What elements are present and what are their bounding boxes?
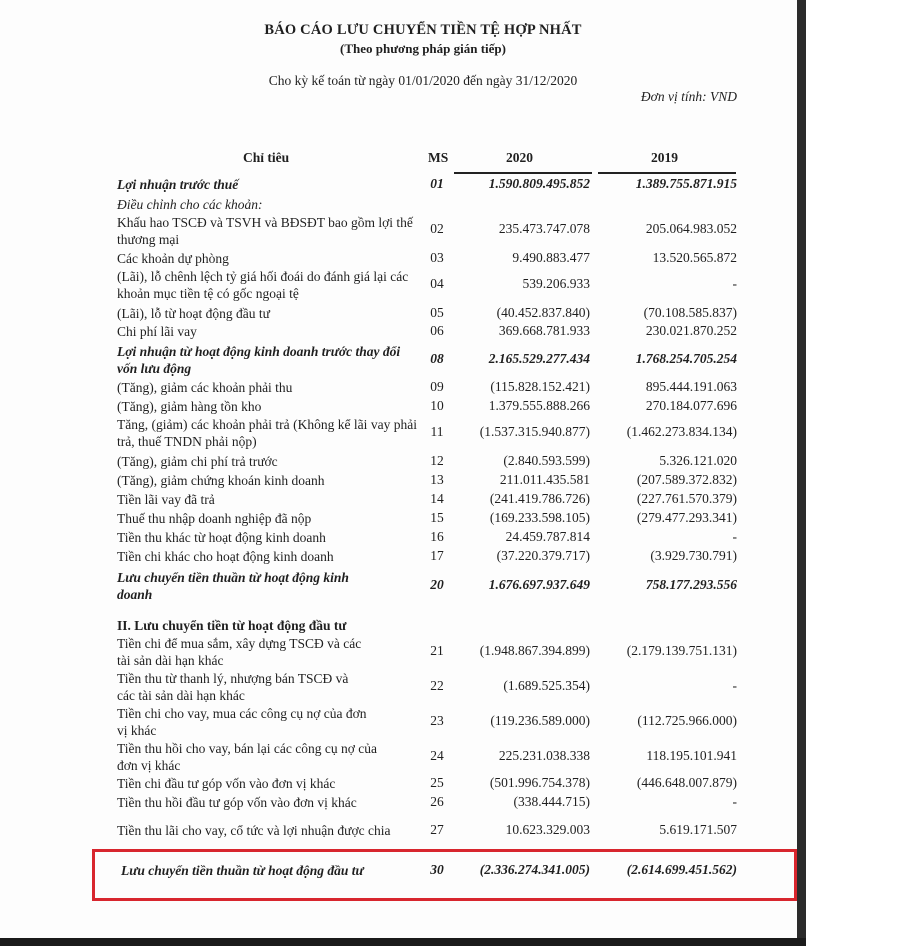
row-value-2020: (1.948.867.394.899) bbox=[479, 643, 590, 658]
column-header-code: MS bbox=[428, 150, 449, 165]
row-value-2019: (3.929.730.791) bbox=[650, 548, 737, 563]
row-value-2020: 539.206.933 bbox=[522, 276, 590, 291]
row-label: Tiền chi khác cho hoạt động kinh doanh bbox=[117, 549, 334, 564]
currency-unit: Đơn vị tính: VND bbox=[640, 89, 737, 104]
row-value-2020: 1.379.555.888.266 bbox=[488, 398, 590, 413]
row-value-2020: (338.444.715) bbox=[513, 794, 590, 809]
row-value-2020: 2.165.529.277.434 bbox=[488, 351, 590, 366]
row-value-2020: 211.011.435.581 bbox=[499, 472, 590, 487]
row-value-2019: 895.444.191.063 bbox=[645, 379, 737, 394]
row-value-2020: 10.623.329.003 bbox=[505, 822, 590, 837]
row-label: Tiền thu hồi cho vay, bán lại các công cụ nợ của đơn vị khác bbox=[117, 741, 377, 773]
row-code: 02 bbox=[430, 221, 444, 236]
row-value-2019: 118.195.101.941 bbox=[646, 748, 737, 763]
row-code: 22 bbox=[430, 678, 444, 693]
row-label: (Tăng), giảm các khoản phải thu bbox=[117, 380, 293, 395]
report-subtitle: (Theo phương pháp gián tiếp) bbox=[340, 41, 506, 56]
row-value-2019: 13.520.565.872 bbox=[652, 250, 737, 265]
row-code: 01 bbox=[430, 176, 444, 191]
row-value-2019: 758.177.293.556 bbox=[645, 577, 737, 592]
row-label: Tiền lãi vay đã trả bbox=[117, 492, 215, 507]
row-code: 09 bbox=[430, 379, 444, 394]
row-code: 30 bbox=[430, 862, 444, 877]
row-value-2019: - bbox=[732, 529, 737, 544]
row-label: Khấu hao TSCĐ và TSVH và BĐSĐT bao gồm lợi thế thương mại bbox=[117, 215, 413, 247]
row-value-2020: (169.233.598.105) bbox=[489, 510, 590, 525]
row-code: 26 bbox=[430, 794, 444, 809]
row-label: Tiền thu hồi đầu tư góp vốn vào đơn vị khác bbox=[117, 795, 357, 810]
row-code: 23 bbox=[430, 713, 444, 728]
bottom-edge bbox=[0, 938, 806, 946]
row-code: 03 bbox=[430, 250, 444, 265]
row-value-2020: (40.452.837.840) bbox=[496, 305, 590, 320]
row-label: (Tăng), giảm chi phí trả trước bbox=[117, 454, 278, 469]
row-label: Tiền chi cho vay, mua các công cụ nợ của đơn vị khác bbox=[117, 706, 367, 738]
row-label: Tiền thu khác từ hoạt động kinh doanh bbox=[117, 530, 326, 545]
row-label: Lưu chuyển tiền thuần từ hoạt động đầu tư bbox=[121, 863, 364, 878]
row-label: Thuế thu nhập doanh nghiệp đã nộp bbox=[117, 511, 312, 526]
row-value-2019: 270.184.077.696 bbox=[645, 398, 737, 413]
row-label: Tiền chi để mua sắm, xây dựng TSCĐ và các tài sản dài hạn khác bbox=[117, 636, 362, 668]
row-code: 20 bbox=[430, 577, 444, 592]
row-label: Các khoản dự phòng bbox=[117, 251, 229, 266]
row-value-2019: (227.761.570.379) bbox=[636, 491, 737, 506]
row-value-2020: 24.459.787.814 bbox=[505, 529, 590, 544]
row-value-2019: (207.589.372.832) bbox=[636, 472, 737, 487]
row-value-2019: 1.389.755.871.915 bbox=[635, 176, 737, 191]
row-value-2020: (37.220.379.717) bbox=[496, 548, 590, 563]
row-value-2020: (1.689.525.354) bbox=[503, 678, 590, 693]
row-value-2019: (279.477.293.341) bbox=[636, 510, 737, 525]
row-value-2019: - bbox=[732, 794, 737, 809]
margin-area bbox=[806, 0, 900, 946]
row-value-2020: (119.236.589.000) bbox=[490, 713, 590, 728]
row-value-2019: 5.619.171.507 bbox=[659, 822, 737, 837]
row-code: 08 bbox=[430, 351, 444, 366]
row-code: 10 bbox=[430, 398, 444, 413]
row-label: Lưu chuyển tiền thuần từ hoạt động kinh doanh bbox=[117, 570, 349, 602]
row-value-2020: (501.996.754.378) bbox=[489, 775, 590, 790]
row-code: 12 bbox=[430, 453, 444, 468]
row-value-2020: 1.676.697.937.649 bbox=[488, 577, 590, 592]
row-value-2020: (1.537.315.940.877) bbox=[479, 424, 590, 439]
row-code: 24 bbox=[430, 748, 444, 763]
row-code: 13 bbox=[430, 472, 444, 487]
row-value-2020: (2.336.274.341.005) bbox=[479, 862, 590, 877]
row-value-2020: 235.473.747.078 bbox=[498, 221, 590, 236]
report-period: Cho kỳ kế toán từ ngày 01/01/2020 đến ngày 31/12/2020 bbox=[268, 73, 578, 88]
row-value-2019: (1.462.273.834.134) bbox=[626, 424, 737, 439]
column-header-item: Chỉ tiêu bbox=[243, 150, 290, 165]
row-value-2019: (70.108.585.837) bbox=[643, 305, 737, 320]
row-value-2019: 5.326.121.020 bbox=[659, 453, 737, 468]
row-value-2019: (112.725.966.000) bbox=[637, 713, 737, 728]
row-code: 21 bbox=[430, 643, 444, 658]
header-underline-2020 bbox=[454, 172, 592, 174]
row-label: Tiền chi đầu tư góp vốn vào đơn vị khác bbox=[117, 776, 336, 791]
row-value-2019: (446.648.007.879) bbox=[636, 775, 737, 790]
row-code: 05 bbox=[430, 305, 444, 320]
row-code: 14 bbox=[430, 491, 444, 506]
row-code: 04 bbox=[430, 276, 444, 291]
page-edge bbox=[797, 0, 806, 946]
header-underline-2019 bbox=[598, 172, 736, 174]
row-label: Lợi nhuận từ hoạt động kinh doanh trước thay đổi vốn lưu động bbox=[117, 344, 401, 376]
row-label: (Tăng), giảm chứng khoán kinh doanh bbox=[117, 473, 325, 488]
row-value-2020: 1.590.809.495.852 bbox=[488, 176, 590, 191]
row-label: (Tăng), giảm hàng tồn kho bbox=[117, 399, 262, 414]
row-label: Tăng, (giảm) các khoản phải trả (Không kể lãi vay phải trả, thuế TNDN phải nộp) bbox=[117, 417, 417, 449]
row-label: Tiền thu lãi cho vay, cổ tức và lợi nhuận được chia bbox=[117, 823, 391, 838]
row-value-2020: (241.419.786.726) bbox=[489, 491, 590, 506]
row-label: (Lãi), lỗ chênh lệch tỷ giá hối đoái do đánh giá lại các khoản mục tiền tệ có gốc ngoại tệ bbox=[117, 269, 409, 301]
row-value-2019: 1.768.254.705.254 bbox=[635, 351, 737, 366]
row-label: Lợi nhuận trước thuế bbox=[117, 177, 239, 192]
row-value-2020: (115.828.152.421) bbox=[490, 379, 590, 394]
row-code: 25 bbox=[430, 775, 444, 790]
row-value-2019: 230.021.870.252 bbox=[645, 323, 737, 338]
row-value-2019: - bbox=[732, 678, 737, 693]
row-label: (Lãi), lỗ từ hoạt động đầu tư bbox=[117, 306, 270, 321]
column-header-2020: 2020 bbox=[506, 150, 533, 165]
row-code: 17 bbox=[430, 548, 444, 563]
row-value-2019: 205.064.983.052 bbox=[645, 221, 737, 236]
row-label: Điều chỉnh cho các khoản: bbox=[117, 197, 263, 212]
row-code: 11 bbox=[430, 424, 444, 439]
row-value-2020: (2.840.593.599) bbox=[503, 453, 590, 468]
row-value-2019: (2.614.699.451.562) bbox=[626, 862, 737, 877]
row-code: 16 bbox=[430, 529, 444, 544]
row-code: 06 bbox=[430, 323, 444, 338]
row-value-2020: 369.668.781.933 bbox=[498, 323, 590, 338]
row-label: Chi phí lãi vay bbox=[117, 324, 197, 339]
row-value-2019: (2.179.139.751.131) bbox=[626, 643, 737, 658]
report-title: BÁO CÁO LƯU CHUYỂN TIỀN TỆ HỢP NHẤT bbox=[264, 22, 582, 38]
row-code: 27 bbox=[430, 822, 444, 837]
row-label: Tiền thu từ thanh lý, nhượng bán TSCĐ và các tài sản dài hạn khác bbox=[117, 671, 349, 703]
column-header-2019: 2019 bbox=[651, 150, 678, 165]
row-value-2020: 9.490.883.477 bbox=[512, 250, 590, 265]
row-code: 15 bbox=[430, 510, 444, 525]
row-value-2019: - bbox=[732, 276, 737, 291]
highlight-box bbox=[92, 849, 797, 901]
row-value-2020: 225.231.038.338 bbox=[498, 748, 590, 763]
row-label: II. Lưu chuyển tiền từ hoạt động đầu tư bbox=[117, 618, 347, 633]
